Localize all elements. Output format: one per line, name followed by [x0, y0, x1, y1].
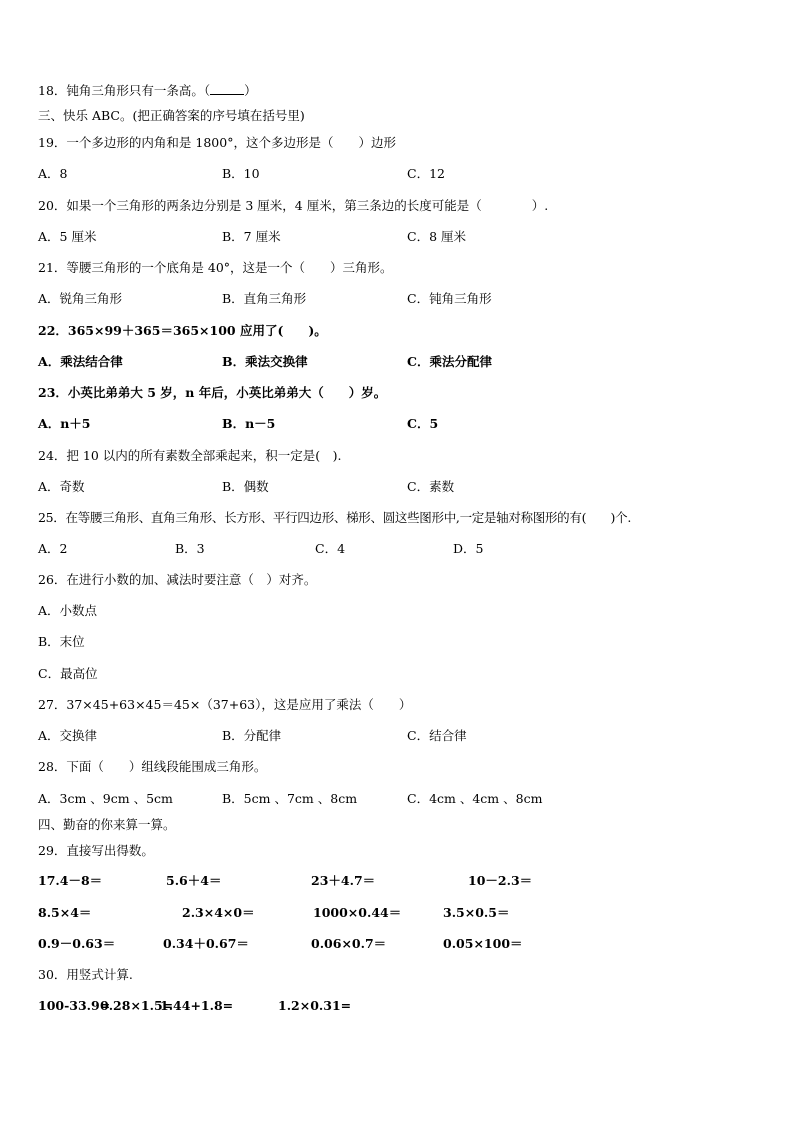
- calc-item: 1000×0.44＝: [313, 905, 402, 920]
- question-21-option-a[interactable]: A．锐角三角形: [38, 291, 123, 306]
- question-28-option-c[interactable]: C．4cm 、4cm 、8cm: [407, 791, 543, 806]
- calc-item: 17.4－8＝: [38, 873, 103, 888]
- question-19-option-a[interactable]: A．8: [38, 166, 68, 181]
- question-25-option-a[interactable]: A．2: [38, 541, 68, 556]
- calc-item: 0.34＋0.67＝: [163, 936, 249, 951]
- vertical-calc-item: 0.28×1.5=: [100, 998, 174, 1013]
- question-18-text: 18．钝角三角形只有一条高。（: [38, 83, 211, 98]
- question-24-stem: 24．把 10 以内的所有素数全部乘起来，积一定是( ).: [38, 448, 342, 463]
- vertical-calc-item: 1.44+1.8=: [160, 998, 234, 1013]
- question-24-option-b[interactable]: B．偶数: [222, 479, 269, 494]
- question-23-stem: 23．小英比弟弟大 5 岁，n 年后，小英比弟弟大（ ）岁。: [38, 385, 387, 400]
- question-22-stem: 22．365×99＋365＝365×100 应用了( )。: [38, 323, 327, 338]
- vertical-calc-item: 1.2×0.31=: [278, 998, 352, 1013]
- calc-item: 8.5×4＝: [38, 905, 92, 920]
- calc-item: 23＋4.7＝: [311, 873, 376, 888]
- question-22-option-c[interactable]: C．乘法分配律: [407, 354, 492, 369]
- section-3-heading: 三、快乐 ABC。(把正确答案的序号填在括号里): [38, 108, 305, 123]
- question-21-option-c[interactable]: C．钝角三角形: [407, 291, 492, 306]
- calc-item: 0.06×0.7＝: [311, 936, 387, 951]
- question-20-option-c[interactable]: C．8 厘米: [407, 229, 466, 244]
- question-24-option-c[interactable]: C．素数: [407, 479, 455, 494]
- question-25-option-d[interactable]: D．5: [453, 541, 484, 556]
- question-27-option-b[interactable]: B．分配律: [222, 728, 282, 743]
- calc-item: 10－2.3＝: [468, 873, 533, 888]
- question-22-option-a[interactable]: A．乘法结合律: [38, 354, 123, 369]
- question-26-option-a[interactable]: A．小数点: [38, 603, 98, 618]
- question-20-stem: 20．如果一个三角形的两条边分别是 3 厘米，4 厘米，第三条边的长度可能是（ ）.: [38, 198, 549, 213]
- question-27-option-c[interactable]: C．结合律: [407, 728, 467, 743]
- question-28-option-b[interactable]: B．5cm 、7cm 、8cm: [222, 791, 358, 806]
- question-27-stem: 27．37×45+63×45＝45×（37+63），这是应用了乘法（ ）: [38, 697, 412, 712]
- calc-item: 0.9－0.63＝: [38, 936, 116, 951]
- question-25-option-b[interactable]: B．3: [175, 541, 205, 556]
- question-24-option-a[interactable]: A．奇数: [38, 479, 85, 494]
- question-28-option-a[interactable]: A．3cm 、9cm 、5cm: [38, 791, 173, 806]
- question-27-option-a[interactable]: A．交换律: [38, 728, 98, 743]
- question-23-option-b[interactable]: B．n－5: [222, 416, 276, 431]
- question-25-option-c[interactable]: C．4: [315, 541, 346, 556]
- vertical-calc-item: 100-33.9=: [38, 998, 111, 1013]
- question-18-close: ）: [244, 83, 257, 98]
- question-19-stem: 19．一个多边形的内角和是 1800°，这个多边形是（ ）边形: [38, 135, 396, 150]
- calc-item: 3.5×0.5＝: [443, 905, 510, 920]
- question-26-stem: 26．在进行小数的加、减法时要注意（ ）对齐。: [38, 572, 317, 587]
- calc-item: 5.6＋4＝: [166, 873, 222, 888]
- answer-blank[interactable]: [210, 82, 244, 95]
- question-28-stem: 28．下面（ ）组线段能围成三角形。: [38, 759, 267, 774]
- question-30-stem: 30．用竖式计算.: [38, 967, 133, 982]
- section-4-heading: 四、勤奋的你来算一算。: [38, 817, 176, 832]
- question-21-option-b[interactable]: B．直角三角形: [222, 291, 307, 306]
- question-26-option-c[interactable]: C．最高位: [38, 666, 98, 681]
- question-20-option-a[interactable]: A．5 厘米: [38, 229, 97, 244]
- question-19-option-c[interactable]: C．12: [407, 166, 445, 181]
- question-18: [38, 82, 257, 99]
- question-23-option-a[interactable]: A．n＋5: [38, 416, 91, 431]
- question-25-stem: 25．在等腰三角形、直角三角形、长方形、平行四边形、梯形、圆这些图形中,一定是轴对称图形的有( )个.: [38, 510, 632, 525]
- question-20-option-b[interactable]: B．7 厘米: [222, 229, 281, 244]
- question-19-option-b[interactable]: B．10: [222, 166, 260, 181]
- calc-item: 0.05×100＝: [443, 936, 523, 951]
- question-23-option-c[interactable]: C．5: [407, 416, 439, 431]
- question-22-option-b[interactable]: B．乘法交换律: [222, 354, 308, 369]
- question-29-stem: 29．直接写出得数。: [38, 843, 154, 858]
- calc-item: 2.3×4×0＝: [182, 905, 255, 920]
- question-26-option-b[interactable]: B．末位: [38, 634, 85, 649]
- question-21-stem: 21．等腰三角形的一个底角是 40°，这是一个（ ）三角形。: [38, 260, 393, 275]
